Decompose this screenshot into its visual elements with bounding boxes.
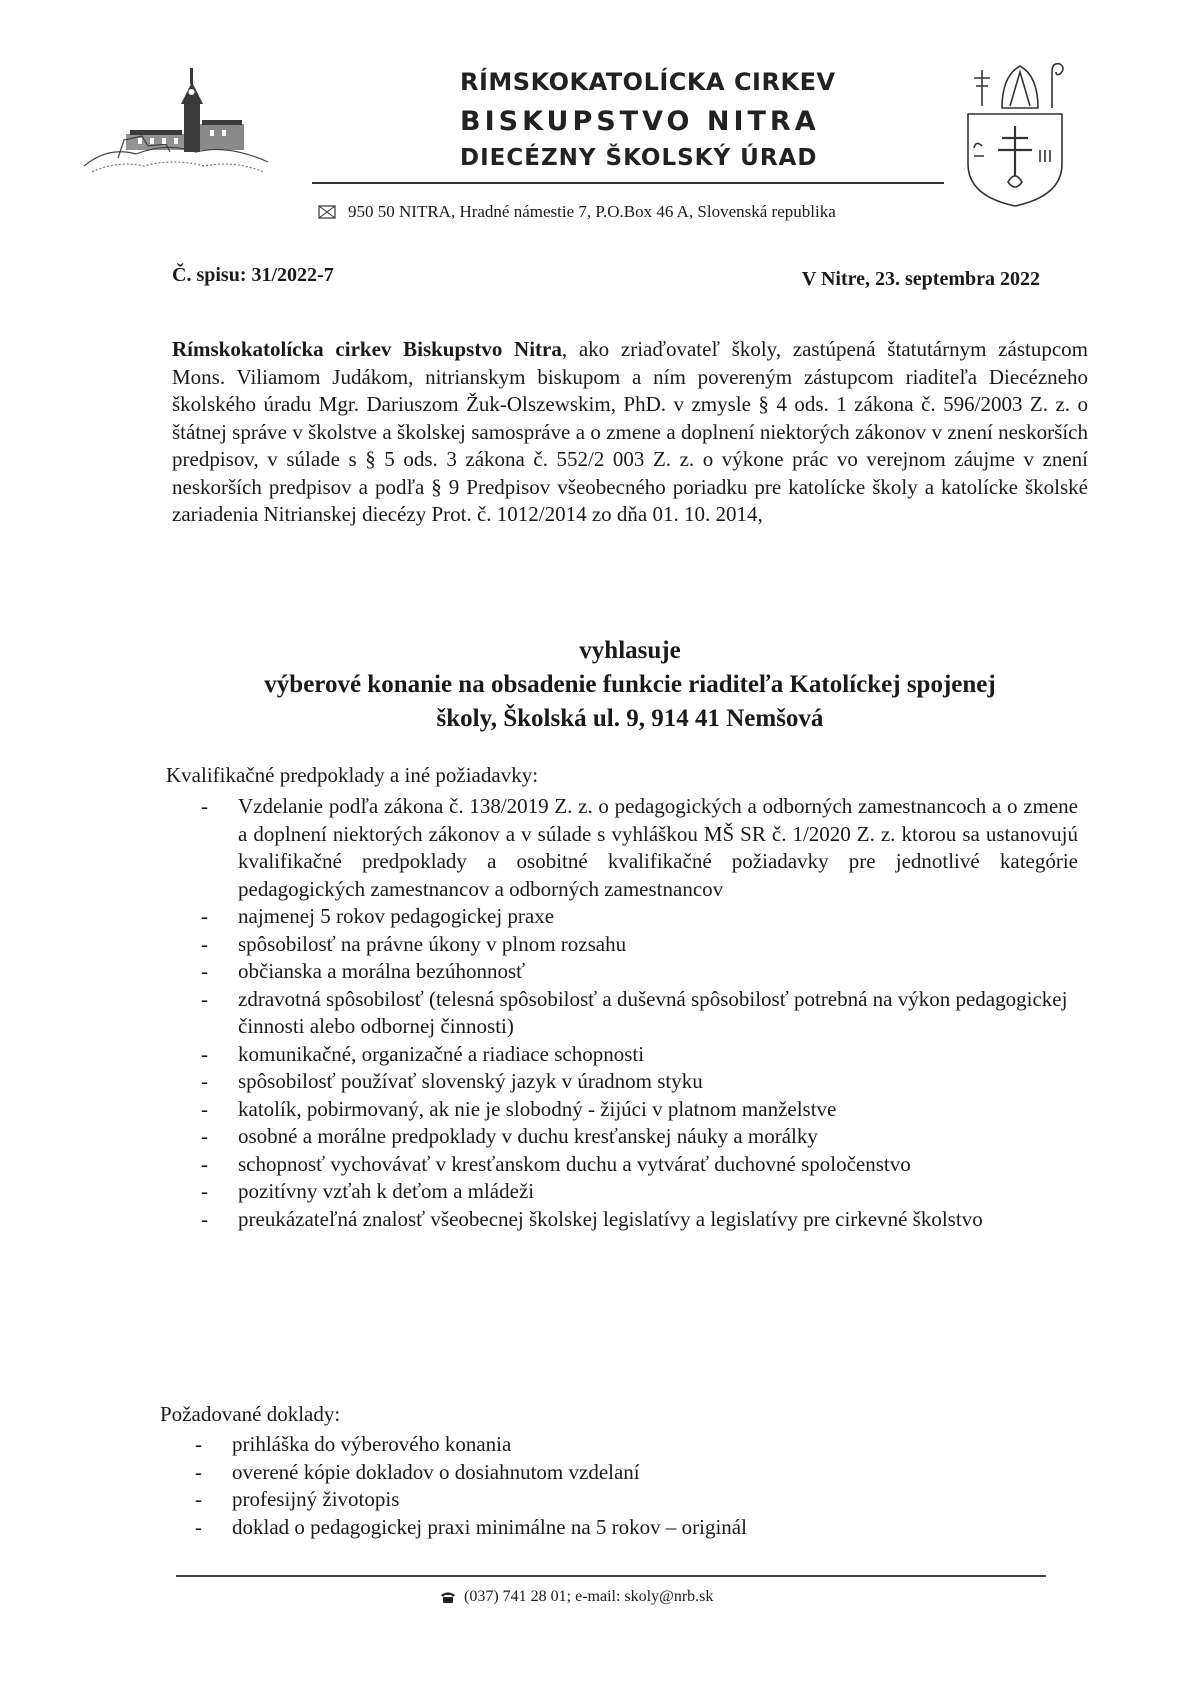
phone-icon [440, 1591, 456, 1603]
envelope-icon [318, 205, 336, 219]
documents-heading: Požadované doklady: [160, 1402, 341, 1426]
footer-contact [440, 1588, 713, 1606]
address-text: 950 50 NITRA, Hradné námestie 7, P.O.Box 46 A, Slovenská republika [348, 202, 836, 221]
castle-logo [78, 62, 278, 180]
intro-text: , ako zriaďovateľ školy, zastúpená štatutárnym zástupcom Mons. Viliamom Judákom, nitrianskym biskupom a ním povereným zástupcom riaditeľa Diecézneho školského úradu Mgr. Dariuszom Žuk-Olszewskim, PhD. v zmysle § 4 ods. 1 zákona č. 596/2003 Z. z. o štátnej správe v školstve a školskej samospráve a o zmene a doplnení niektorých zákonov v znení neskorších predpisov, v súlade s § 5 ods. 3 zákona č. 552/2 003 Z. z. o výkone prác vo verejnom záujme v znení neskorších predpisov a podľa § 9 Predpisov všeobecného poriadku pre katolícke školy a katolícke školské zariadenia Nitrianskej diecézy Prot. č. 1012/2014 zo dňa 01. 10. 2014, [172, 337, 1088, 526]
list-item: - Vzdelanie podľa zákona č. 138/2019 Z. z. o pedagogických a odborných zamestnancoch a o zmene a doplnení niektorých zákonov a v súlade s vyhláškou MŠ SR č. 1/2020 Z. z. ktorou sa ustanovujú kvalifikačné predpoklady a osobitné kvalifikačné požiadavky pre jednotlivé kategórie pedagogických zamestnancov a odborných zamestnancov [196, 793, 1078, 903]
qualifications-list [196, 793, 1078, 1233]
address-line [318, 202, 836, 222]
list-item: - doklad o pedagogickej praxi minimálne na 5 rokov – originál [190, 1514, 1010, 1542]
announcement-verb: vyhlasuje [579, 637, 681, 664]
list-item: - pozitívny vzťah k deťom a mládeži [196, 1178, 1078, 1206]
document-date: V Nitre, 23. septembra 2022 [801, 268, 1040, 290]
intro-bold-lead: Rímskokatolícka cirkev Biskupstvo Nitra [172, 337, 562, 361]
announcement-line-2: školy, Školská ul. 9, 914 41 Nemšová [436, 705, 824, 732]
footer-divider [176, 1575, 1046, 1577]
list-item: - prihláška do výberového konania [190, 1431, 1010, 1459]
announcement-title [172, 634, 1088, 736]
list-item: - katolík, pobirmovaný, ak nie je slobodný - žijúci v platnom manželstve [196, 1096, 1078, 1124]
list-item: - občianska a morálna bezúhonnosť [196, 958, 1078, 986]
announcement-line-1: výberové konanie na obsadenie funkcie riaditeľa Katolíckej spojenej [264, 671, 996, 698]
header-diocese-name: BISKUPSTVO NITRA [460, 106, 820, 137]
footer-contact-text: (037) 741 28 01; e-mail: skoly@nrb.sk [464, 1588, 714, 1605]
list-item: - overené kópie dokladov o dosiahnutom vzdelaní [190, 1459, 1010, 1487]
list-item: - komunikačné, organizačné a riadiace schopnosti [196, 1041, 1078, 1069]
qualifications-heading: Kvalifikačné predpoklady a iné požiadavky: [166, 763, 539, 787]
intro-paragraph [172, 336, 1088, 529]
diocese-coat-of-arms [960, 58, 1070, 208]
list-item: - profesijný životopis [190, 1486, 1010, 1514]
header-church-name: RÍMSKOKATOLÍCKA CIRKEV [460, 68, 836, 96]
list-item: - spôsobilosť na právne úkony v plnom rozsahu [196, 931, 1078, 959]
list-item: - osobné a morálne predpoklady v duchu kresťanskej náuky a morálky [196, 1123, 1078, 1151]
list-item: - schopnosť vychovávať v kresťanskom duchu a vytvárať duchovné spoločenstvo [196, 1151, 1078, 1179]
list-item: - najmenej 5 rokov pedagogickej praxe [196, 903, 1078, 931]
list-item: - zdravotná spôsobilosť (telesná spôsobilosť a duševná spôsobilosť potrebná na výkon pedagogickej činnosti alebo odbornej činnosti) [196, 986, 1078, 1041]
list-item: - preukázateľná znalosť všeobecnej školskej legislatívy a legislatívy pre cirkevné školstvo [196, 1206, 1078, 1234]
list-item: - spôsobilosť používať slovenský jazyk v úradnom styku [196, 1068, 1078, 1096]
documents-list [190, 1431, 1010, 1541]
header-divider [312, 182, 944, 184]
file-number: Č. spisu: 31/2022-7 [172, 264, 334, 286]
header-office-name: DIECÉZNY ŠKOLSKÝ ÚRAD [460, 145, 818, 171]
